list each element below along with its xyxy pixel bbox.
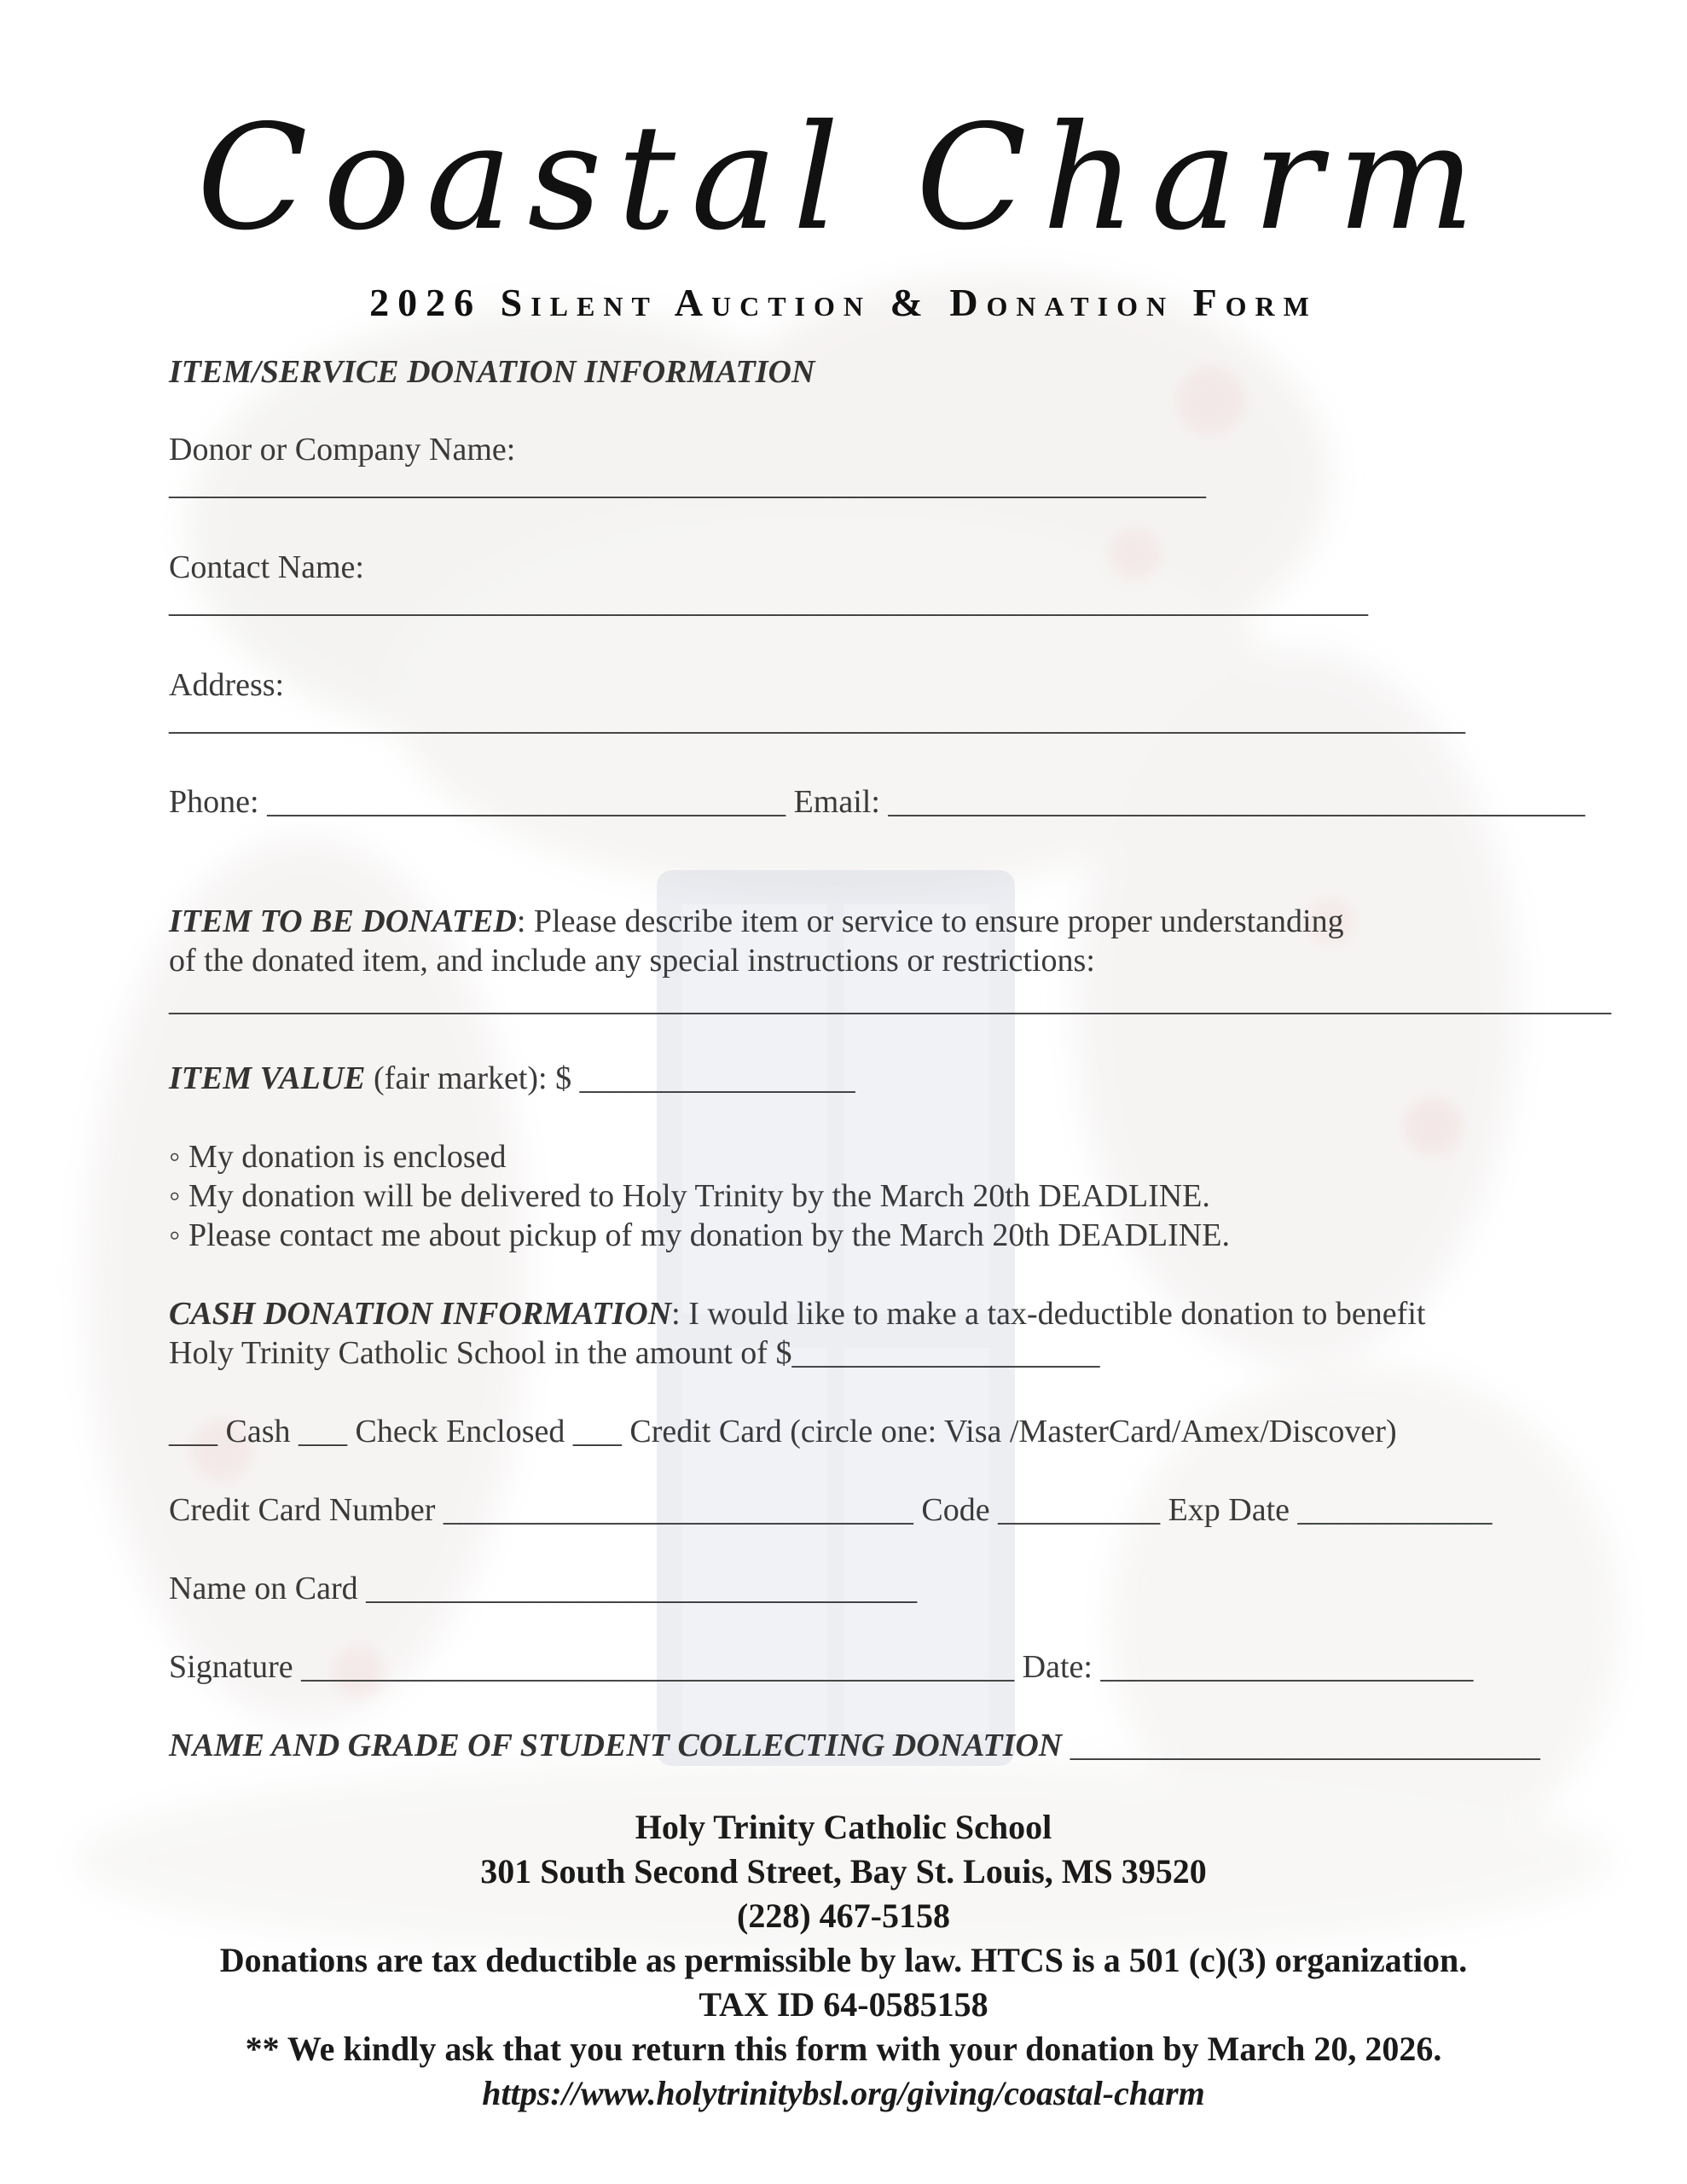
donor-name-blank: ________________________________________________________________ [169,466,1206,502]
student-label: NAME AND GRADE OF STUDENT COLLECTING DONATION [169,1728,1063,1763]
event-title: Coastal Charm [196,94,1491,263]
phone-label: Phone: [169,784,259,820]
item-donated-text-1: : Please describe item or service to ensure proper understanding [516,903,1344,939]
name-on-card-line: Name on Card __________________________________ [169,1571,918,1606]
cash-donation-line-1 [169,1295,1425,1333]
email-label: Email: [793,784,880,820]
form-subtitle: 2026 Silent Auction & Donation Form [369,281,1318,324]
delivery-option-enclosed: ◦ My donation is enclosed [169,1139,507,1175]
phone-email-line [169,783,1585,821]
footer-address: 301 South Second Street, Bay St. Louis, MS 39520 [480,1852,1207,1891]
footer-url[interactable]: https://www.holytrinitybsl.org/giving/coastal-charm [482,2074,1205,2112]
item-value-label: ITEM VALUE [169,1060,366,1096]
footer-return-note: ** We kindly ask that you return this form with your donation by March 20, 2026. [245,2030,1442,2068]
email-blank: ___________________________________________ [888,784,1586,820]
footer-tax-note: Donations are tax deductible as permissible by law. HTCS is a 501 (c)(3) organization. [219,1941,1468,1979]
cash-donation-label: CASH DONATION INFORMATION [169,1296,672,1332]
footer-school-name: Holy Trinity Catholic School [635,1808,1052,1846]
credit-card-line: Credit Card Number _____________________________ Code __________ Exp Date ____________ [169,1492,1493,1528]
item-section-heading: ITEM/SERVICE DONATION INFORMATION [169,354,815,390]
payment-method-line: ___ Cash ___ Check Enclosed ___ Credit Card (circle one: Visa /MasterCard/Amex/Discover) [169,1414,1397,1449]
cash-donation-text-2: Holy Trinity Catholic School in the amount of $___________________ [169,1335,1100,1371]
contact-name-blank: __________________________________________________________________________ [169,584,1368,619]
student-line [169,1727,1540,1764]
phone-blank: ________________________________ [267,784,786,820]
item-value-text: (fair market): $ _________________ [365,1060,855,1096]
cash-donation-text-1: : I would like to make a tax-deductible donation to benefit [671,1296,1426,1332]
item-donated-line-1 [169,903,1344,940]
delivery-option-delivered: ◦ My donation will be delivered to Holy Trinity by the March 20th DEADLINE. [169,1178,1210,1214]
delivery-option-pickup: ◦ Please contact me about pickup of my donation by the March 20th DEADLINE. [169,1217,1230,1253]
footer-tax-id: TAX ID 64-0585158 [699,1985,988,2024]
address-blank: ________________________________________________________________________________ [169,701,1465,737]
signature-date-line: Signature ____________________________________________ Date: _______________________ [169,1649,1474,1685]
contact-name-label: Contact Name: [169,549,364,585]
item-value-line [169,1060,855,1097]
address-label: Address: [169,667,285,703]
footer-phone: (228) 467-5158 [737,1896,950,1935]
item-donated-label: ITEM TO BE DONATED [169,903,517,939]
item-donated-blank: _________________________________________________________________________________________ [169,982,1611,1018]
donor-name-label: Donor or Company Name: [169,432,516,468]
item-donated-text-2: of the donated item, and include any special instructions or restrictions: [169,943,1095,979]
student-blank: _____________________________ [1062,1728,1540,1763]
